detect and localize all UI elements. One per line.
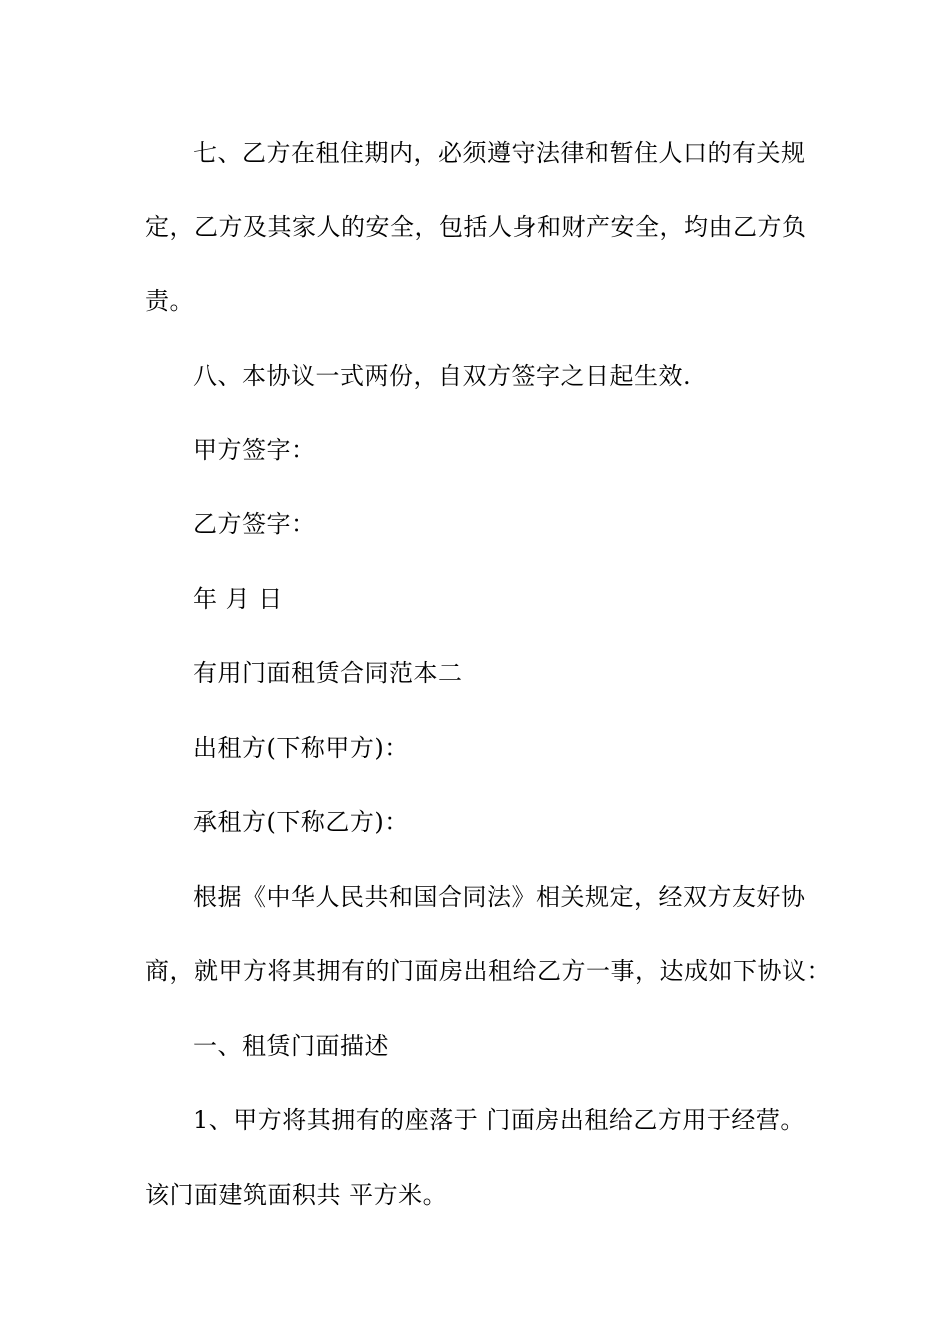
article-1-heading: 一、租赁门面描述 xyxy=(193,1032,389,1060)
party-b-signature-label: 乙方签字： xyxy=(193,510,316,538)
clause-7-line-2: 定，乙方及其家人的安全，包括人身和财产安全，均由乙方负 xyxy=(145,213,807,241)
party-a-signature-label: 甲方签字： xyxy=(193,436,316,464)
article-1-item-1-line-2: 该门面建筑面积共 平方米。 xyxy=(145,1181,448,1209)
clause-7-line-1: 七、乙方在租住期内，必须遵守法律和暂住人口的有关规 xyxy=(193,139,806,167)
section-title: 有用门面租赁合同范本二 xyxy=(193,659,463,687)
lessor-label: 出租方(下称甲方)： xyxy=(193,734,409,762)
date-label: 年 月 日 xyxy=(193,585,283,613)
preamble-line-2: 商，就甲方将其拥有的门面房出租给乙方一事，达成如下协议： xyxy=(145,957,831,985)
lessee-label: 承租方(下称乙方)： xyxy=(193,808,409,836)
article-1-item-1-line-1: 1、甲方将其拥有的座落于 门面房出租给乙方用于经营。 xyxy=(193,1106,805,1134)
preamble-line-1: 根据《中华人民共和国合同法》相关规定，经双方友好协 xyxy=(193,883,806,911)
clause-7-line-3: 责。 xyxy=(145,287,194,315)
clause-8: 八、本协议一式两份，自双方签字之日起生效. xyxy=(193,362,692,390)
